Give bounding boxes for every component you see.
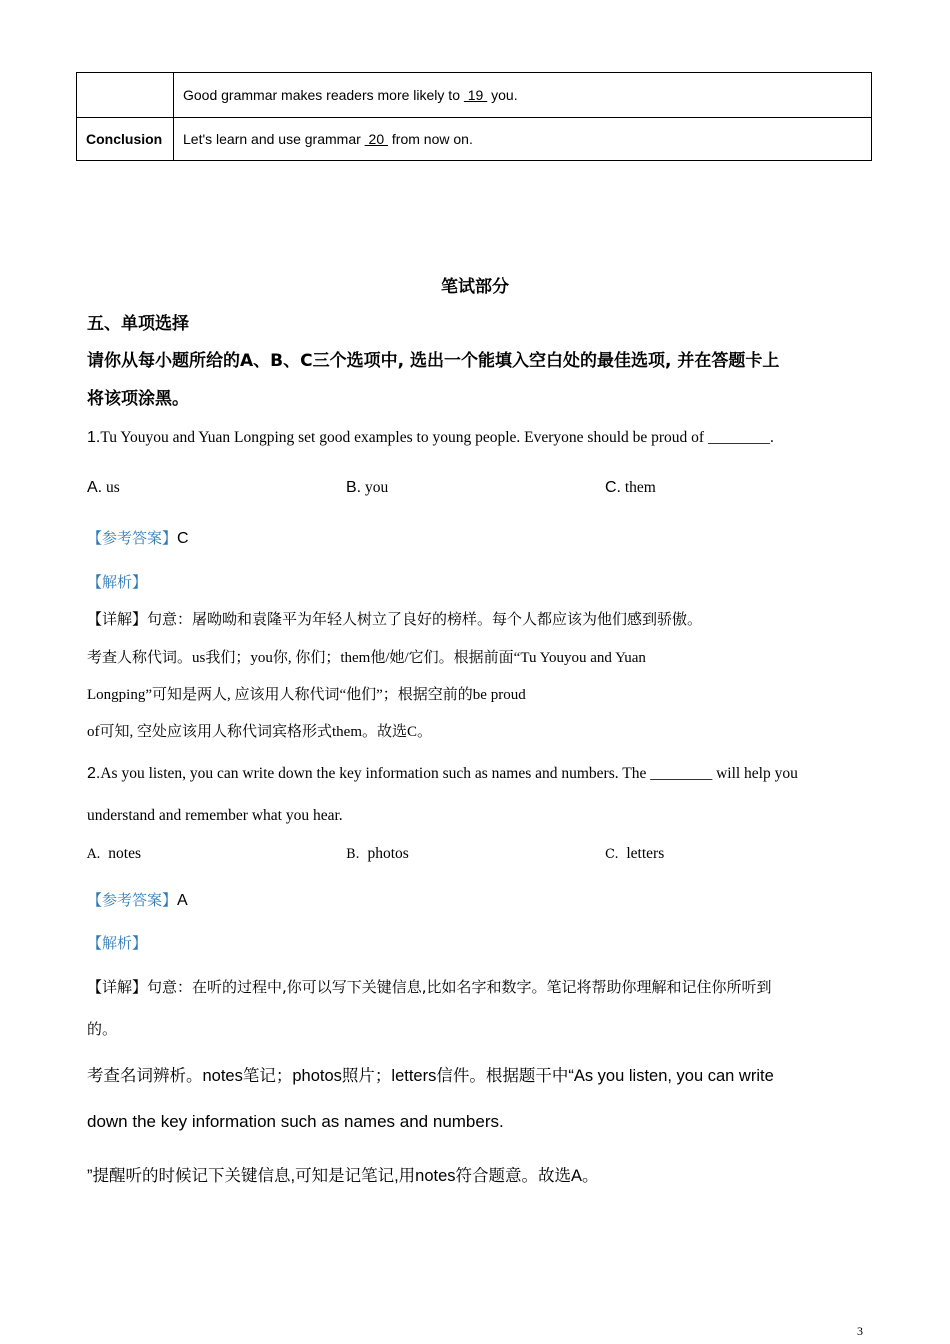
- question-1: 1.Tu Youyou and Yuan Longping set good examples to young people. Everyone should be proud of ________.: [87, 429, 774, 446]
- q1-answer: 【参考答案】C: [87, 529, 189, 547]
- outline-table: [76, 72, 872, 161]
- q1-explain-line-3: of可知, 空处应该用人称代词宾格形式them。故选C。: [87, 724, 432, 740]
- blank-19: 19: [463, 87, 488, 103]
- row-heading: [77, 73, 174, 118]
- q1-detail: 【详解】句意：屠呦呦和袁隆平为年轻人树立了良好的榜样。每个人都应该为他们感到骄傲。: [87, 610, 703, 628]
- q1-option-c: C. them: [605, 479, 656, 496]
- section-title: 五、单项选择: [87, 314, 189, 334]
- q1-option-b: B. you: [346, 479, 389, 496]
- q1-explain-line-2: Longping”可知是两人, 应该用人称代词“他们”；根据空前的be proud: [87, 687, 526, 703]
- q2-detail-line-2: 的。: [87, 1020, 118, 1038]
- q2-analysis-tag: 【解析】: [87, 934, 148, 952]
- q1-option-a: A. us: [87, 479, 120, 496]
- row-heading: Conclusion: [77, 118, 174, 161]
- q2-detail-line-1: 【详解】句意：在听的过程中,你可以写下关键信息,比如名字和数字。笔记将帮助你理解和记住你所听到: [87, 978, 772, 996]
- row-content: Let's learn and use grammar 20 from now on.: [174, 118, 872, 161]
- q2-explain-line-3: ”提醒听的时候记下关键信息,可知是记笔记,用notes符合题意。故选A。: [87, 1167, 599, 1185]
- page-number: 3: [857, 1324, 863, 1338]
- q1-explain-line-1: 考查人称代词。us我们；you你, 你们；them他/她/它们。根据前面“Tu Youyou and Yuan: [87, 650, 646, 666]
- row-content: Good grammar makes readers more likely to 19 you.: [174, 73, 872, 118]
- question-2-line-2: understand and remember what you hear.: [87, 807, 343, 824]
- table-row: [77, 73, 872, 118]
- q2-option-b: B. photos: [346, 845, 409, 862]
- q2-explain-line-2: down the key information such as names and numbers.: [87, 1112, 504, 1131]
- q2-option-c: C. letters: [605, 845, 665, 862]
- table-row: [77, 118, 872, 161]
- q1-analysis-tag: 【解析】: [87, 573, 148, 591]
- q2-option-a: A. notes: [87, 845, 141, 862]
- question-2-line-1: 2.As you listen, you can write down the key information such as names and numbers. The ________ will help you: [87, 765, 798, 782]
- q2-explain-line-1: 考查名词辨析。notes笔记；photos照片；letters信件。根据题干中“As you listen, you can write: [87, 1067, 774, 1085]
- part-title: 笔试部分: [441, 277, 509, 297]
- instruction-line-1: 请你从每小题所给的A、B、C三个选项中, 选出一个能填入空白处的最佳选项, 并在答题卡上: [87, 351, 780, 371]
- q2-answer: 【参考答案】A: [87, 891, 188, 909]
- instruction-line-2: 将该项涂黑。: [87, 389, 189, 409]
- blank-20: 20: [364, 131, 389, 147]
